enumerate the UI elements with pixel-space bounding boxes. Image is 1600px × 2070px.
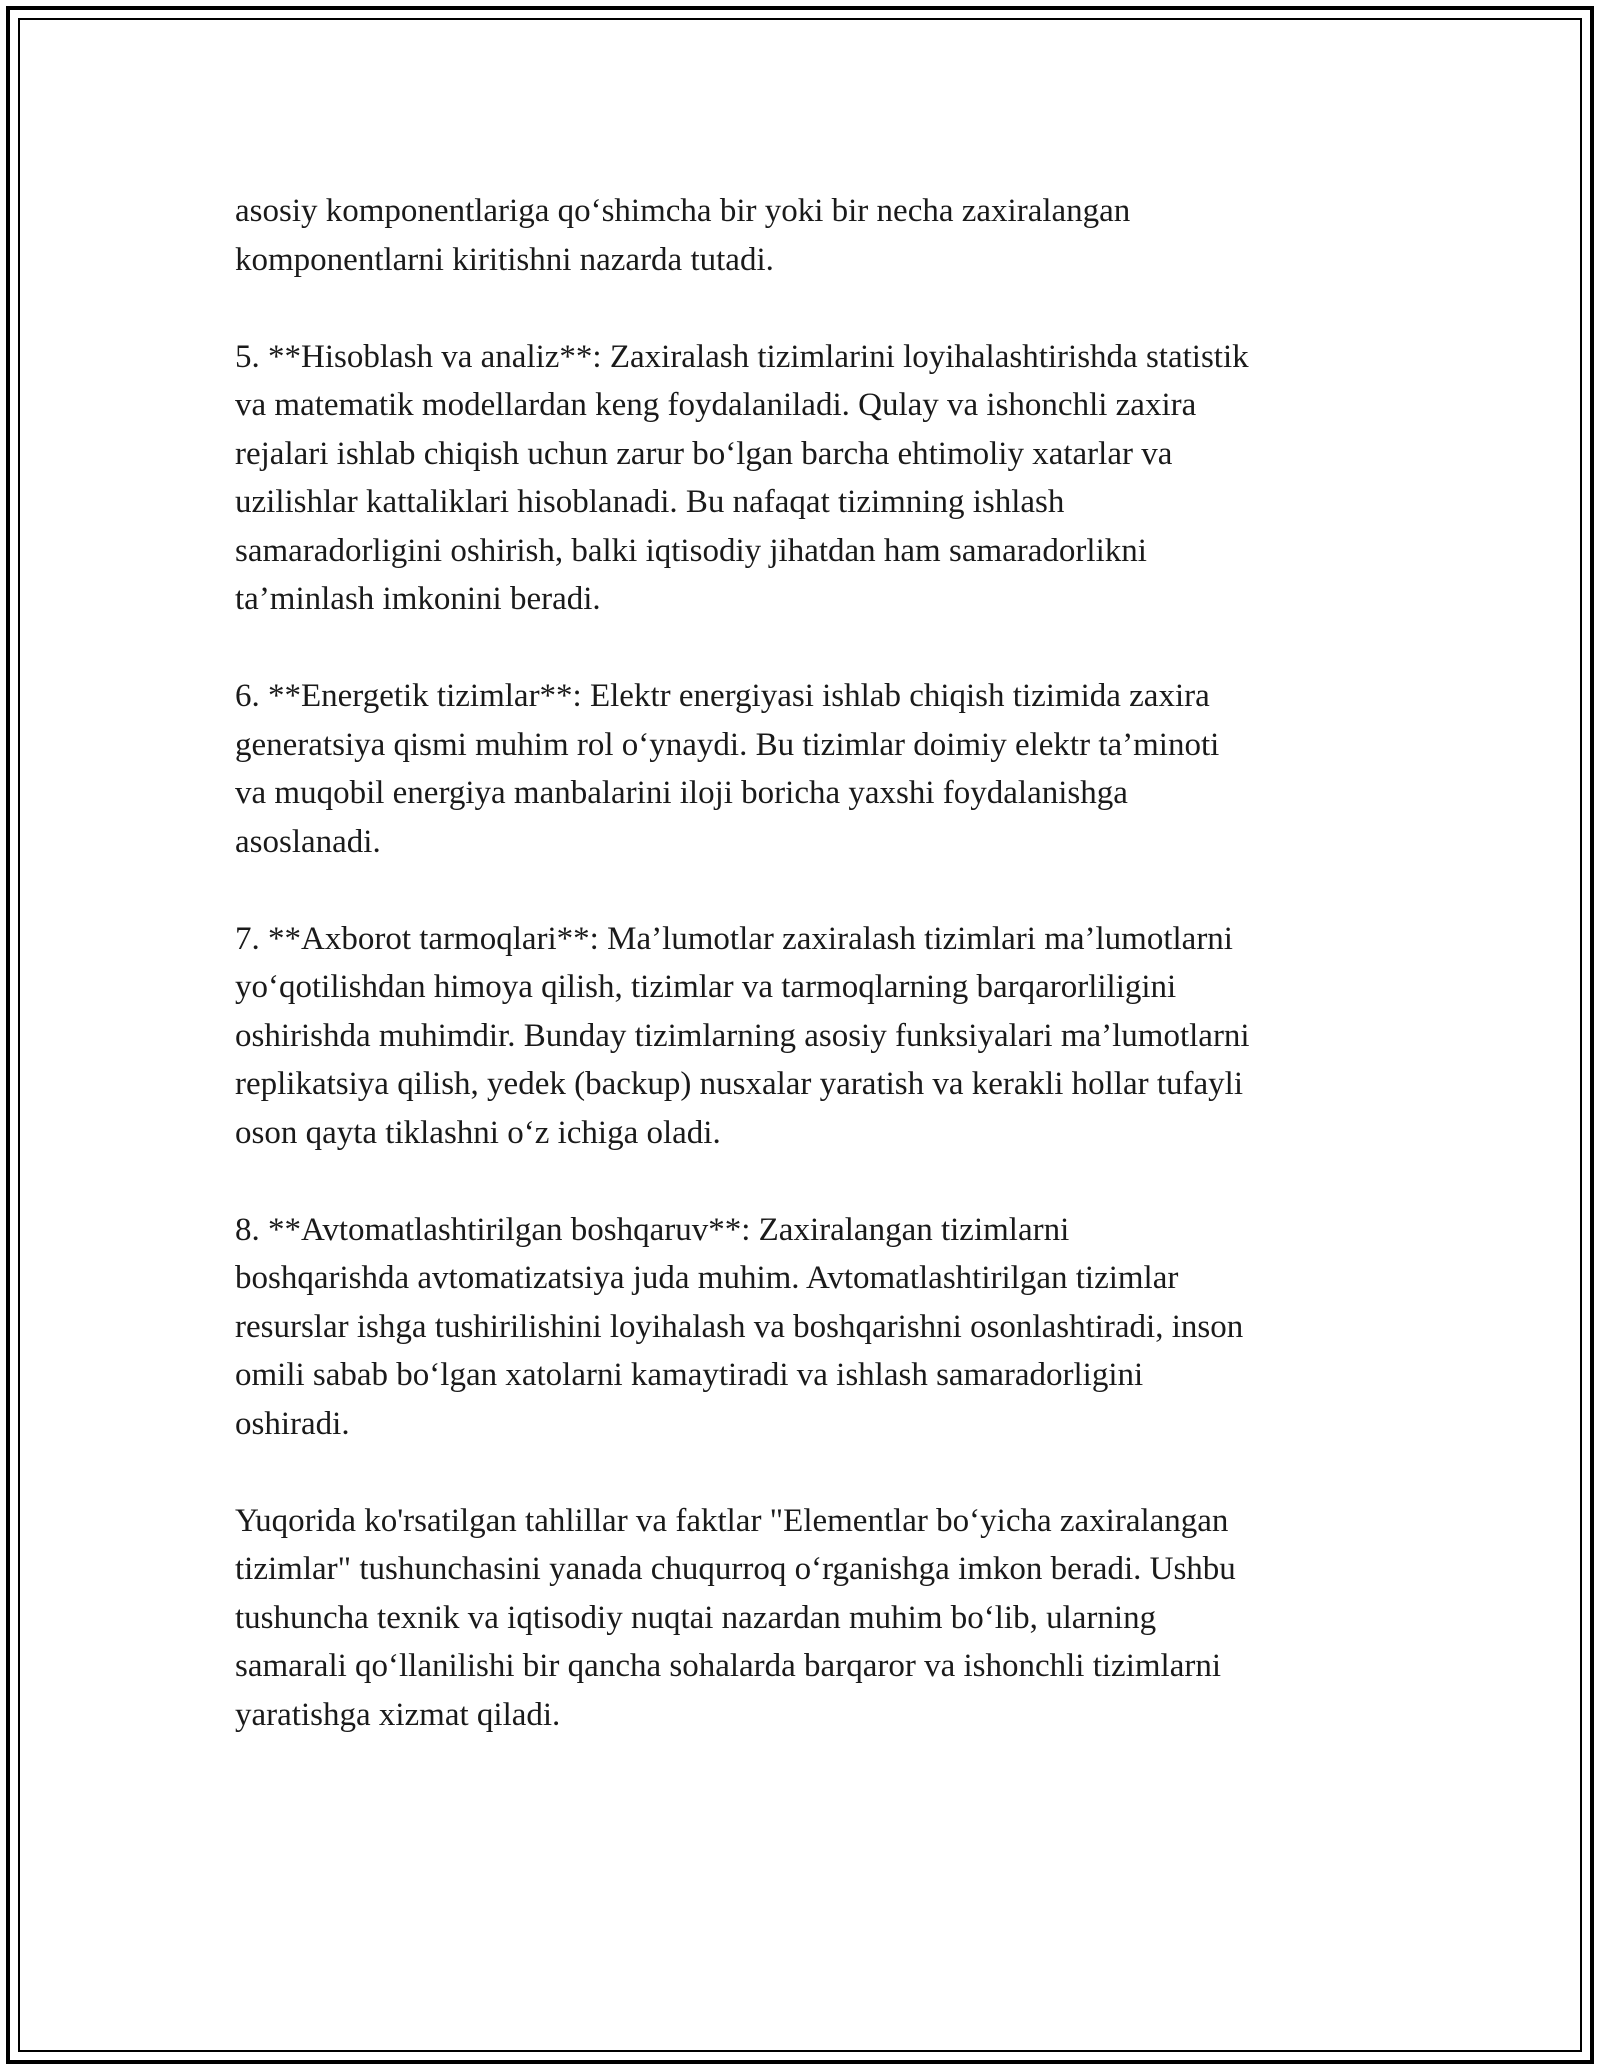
paragraph-conclusion: Yuqorida ko'rsatilgan tahlillar va faktlar "Elementlar bo‘yicha zaxiralangan tizimlar" tushunchasini yanada chuqurroq o‘rganishga imkon beradi. Ushbu tushuncha texnik va iqtisodiy nuqtai nazardan muhim bo‘lib, ularning samarali qo‘llanilishi bir qancha sohalarda barqaror va ishonchli tizimlarni yaratishga xizmat qiladi. <box>235 1502 1236 1733</box>
paragraph-item-7-axborot: 7. **Axborot tarmoqlari**: Ma’lumotlar zaxiralash tizimlari ma’lumotlarni yo‘qotilishdan himoya qilish, tizimlar va tarmoqlarning barqarorliligini oshirishda muhimdir. Bunday tizimlarning asosiy funksiyalari ma’lumotlarni replikatsiya qilish, yedek (backup) nusxalar yaratish va kerakli hollar tufayli oson qayta tiklashni o‘z ichiga oladi. <box>235 920 1250 1151</box>
paragraph-item-8-avtomatlashtirilgan: 8. **Avtomatlashtirilgan boshqaruv**: Zaxiralangan tizimlarni boshqarishda avtomatizatsiya juda muhim. Avtomatlashtirilgan tizimlar resurslar ishga tushirilishini loyihalash va boshqarishni osonlashtiradi, inson omili sabab bo‘lgan xatolarni kamaytiradi va ishlash samaradorligini oshiradi. <box>235 1211 1244 1442</box>
paragraph-intro-continuation: asosiy komponentlariga qo‘shimcha bir yoki bir necha zaxiralangan komponentlarni kiritishni nazarda tutadi. <box>235 193 1131 278</box>
paragraph-item-5-hisoblash: 5. **Hisoblash va analiz**: Zaxiralash tizimlarini loyihalashtirishda statistik va matematik modellardan keng foydalaniladi. Qulay va ishonchli zaxira rejalari ishlab chiqish uchun zarur bo‘lgan barcha ehtimoliy xatarlar va uzilishlar kattaliklari hisoblanadi. Bu nafaqat tizimning ishlash samaradorligini oshirish, balki iqtisodiy jihatdan ham samaradorlikni ta’minlash imkonini beradi. <box>235 338 1249 617</box>
document-body <box>235 187 1395 1788</box>
paragraph-item-6-energetik: 6. **Energetik tizimlar**: Elektr energiyasi ishlab chiqish tizimida zaxira generatsiya qismi muhim rol o‘ynaydi. Bu tizimlar doimiy elektr ta’minoti va muqobil energiya manbalarini iloji boricha yaxshi foydalanishga asoslanadi. <box>235 678 1220 860</box>
